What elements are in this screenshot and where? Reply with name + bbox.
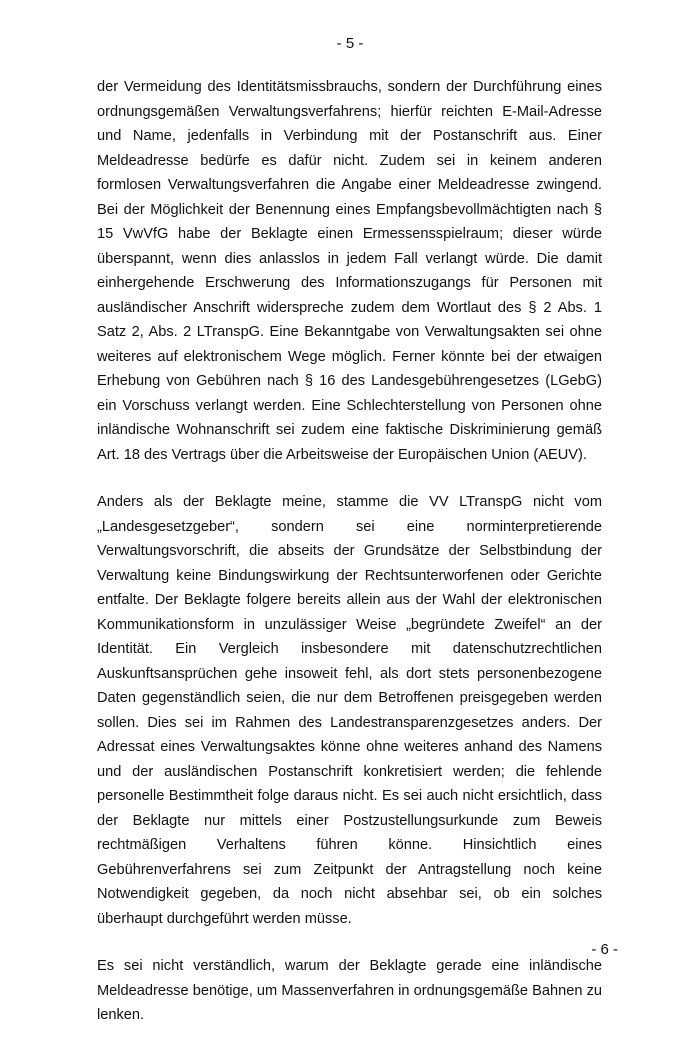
paragraph-2: Anders als der Beklagte meine, stamme die VV LTranspG nicht vom „Landesgesetzgeber“, sondern sei eine norminterpretierende Verwaltungsvorschrift, die abseits der Grundsätze der Selbstbindung der Verwaltung keine Bindungswirkung der Rechtsunterworfenen oder Gerichte entfalte. Der Beklagte folgere bereits allein aus der Wahl der elektronischen Kommunikationsform in unzulässiger Weise „begründete Zweifel“ an der Identität. Ein Vergleich insbesondere mit datenschutzrechtlichen Auskunftsansprüchen gehe insoweit fehl, als dort stets personenbezogene Daten gegenständlich seien, die nur dem Betroffenen preisgegeben werden sollen. Dies sei im Rahmen des Landestransparenzgesetzes anders. Der Adressat eines Verwaltungsaktes könne ohne weiteres anhand des Namens und der ausländischen Postanschrift konkretisiert werden; die fehlende personelle Bestimmtheit folge daraus nicht. Es sei auch nicht ersichtlich, dass der Beklagte nur mittels einer Postzustellungsurkunde zum Beweis rechtmäßigen Verhaltens führen könne. Hinsichtlich eines Gebührenverfahrens sei zum Zeitpunkt der Antragstellung noch keine Notwendigkeit gegeben, da noch nicht absehbar sei, ob ein solches überhaupt durchgeführt werden müsse. [97, 494, 602, 927]
next-page-marker: - 6 - [591, 941, 618, 958]
page-number: - 5 - [336, 35, 364, 52]
paragraph-1: der Vermeidung des Identitätsmissbrauchs, sondern der Durchführung eines ordnungsgemäßen Verwaltungsverfahrens; hierfür reichten E-Mail-Adresse und Name, jedenfalls in Verbindung mit der Postanschrift aus. Einer Meldeadresse bedürfe es dafür nicht. Zudem sei in keinem anderen formlosen Verwaltungsverfahren die Angabe einer Meldeadresse zwingend. Bei der Möglichkeit der Benennung eines Empfangsbevollmächtigten nach § 15 VwVfG habe der Beklagte einen Ermessensspielraum; dieser würde überspannt, wenn dies anlasslos in jedem Fall verlangt würde. Die damit einhergehende Erschwerung des Informationszugangs für Personen mit ausländischer Anschrift widerspreche zudem dem Wortlaut des § 2 Abs. 1 Satz 2, Abs. 2 LTranspG. Eine Bekanntgabe von Verwaltungsakten sei ohne weiteres auf elektronischem Wege möglich. Ferner könnte bei der etwaigen Erhebung von Gebühren nach § 16 des Landesgebührengesetzes (LGebG) ein Vorschuss verlangt werden. Eine Schlechterstellung von Personen ohne inländische Wohnanschrift sei zudem eine faktische Diskriminierung gemäß Art. 18 des Vertrags über die Arbeitsweise der Europäischen Union (AEUV). [97, 79, 602, 463]
paragraph-3: Es sei nicht verständlich, warum der Beklagte gerade eine inländische Meldeadresse benötige, um Massenverfahren in ordnungsgemäße Bahnen zu lenken. [97, 958, 602, 1023]
document-body [97, 75, 602, 1051]
